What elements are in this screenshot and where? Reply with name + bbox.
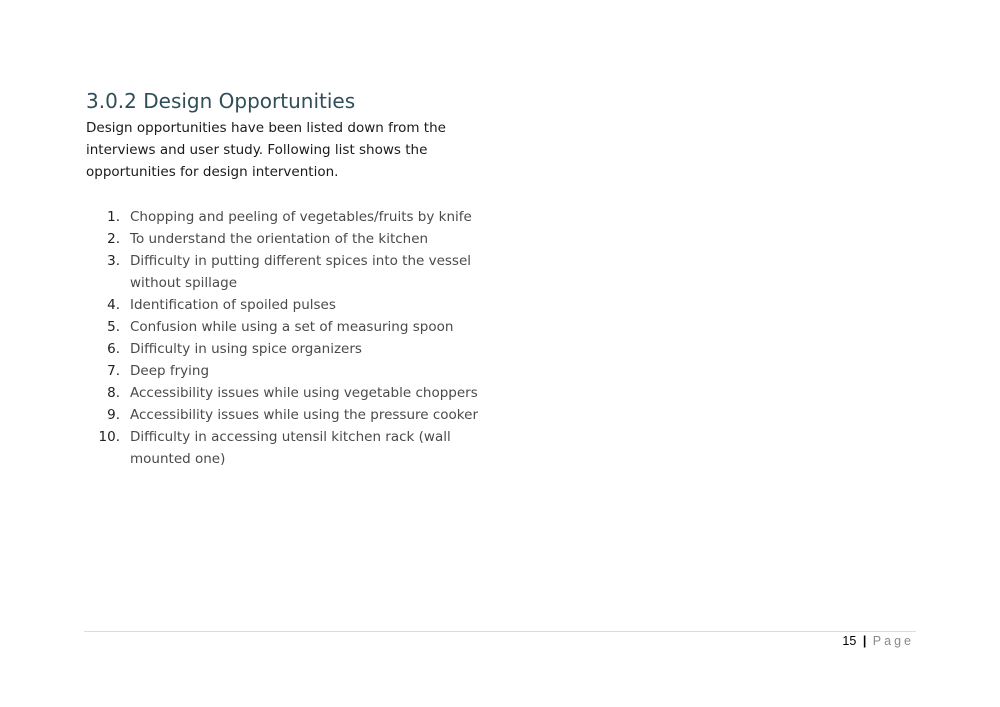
list-item-number: 6. [107, 341, 120, 357]
intro-paragraph [86, 117, 486, 183]
list-item [86, 206, 506, 228]
footer-separator: | [862, 634, 867, 648]
page-footer [842, 633, 914, 649]
list-item-text: Difficulty in using spice organizers [130, 341, 362, 357]
list-item-text: Chopping and peeling of vegetables/fruits by knife [130, 209, 472, 225]
page-number: 15 [842, 634, 857, 648]
list-item-number: 1. [107, 209, 120, 225]
list-item [86, 250, 506, 294]
intro-line: opportunities for design intervention. [86, 164, 339, 180]
intro-line: interviews and user study. Following list shows the [86, 142, 428, 158]
list-item-text: Confusion while using a set of measuring spoon [130, 319, 454, 335]
list-item [86, 294, 506, 316]
list-item-number: 8. [107, 385, 120, 401]
list-item [86, 316, 506, 338]
list-item-number: 10. [98, 429, 120, 445]
list-item-text: To understand the orientation of the kitchen [130, 231, 429, 247]
list-item-text: Difficulty in accessing utensil kitchen rack (wall [130, 429, 451, 445]
page-label: Page [872, 634, 914, 648]
list-item-number: 4. [107, 297, 120, 313]
list-item-text: without spillage [130, 275, 238, 291]
intro-line: Design opportunities have been listed down from the [86, 120, 446, 136]
list-item-number: 9. [107, 407, 120, 423]
list-item-text: Accessibility issues while using vegetable choppers [130, 385, 478, 401]
list-item [86, 426, 506, 470]
list-item-text: Deep frying [130, 363, 210, 379]
list-item-number: 2. [107, 231, 120, 247]
list-item-text: Identification of spoiled pulses [130, 297, 336, 313]
footer-divider [84, 631, 916, 632]
list-item-text: Accessibility issues while using the pressure cooker [130, 407, 479, 423]
section-heading: 3.0.2 Design Opportunities [86, 89, 356, 113]
list-item [86, 360, 506, 382]
list-item [86, 338, 506, 360]
list-item-number: 5. [107, 319, 120, 335]
opportunities-list [86, 206, 506, 470]
list-item-text: mounted one) [130, 451, 226, 467]
list-item-number: 3. [107, 253, 120, 269]
list-item [86, 228, 506, 250]
list-item-text: Difficulty in putting different spices into the vessel [130, 253, 472, 269]
list-item-number: 7. [107, 363, 120, 379]
list-item [86, 404, 506, 426]
list-item [86, 382, 506, 404]
